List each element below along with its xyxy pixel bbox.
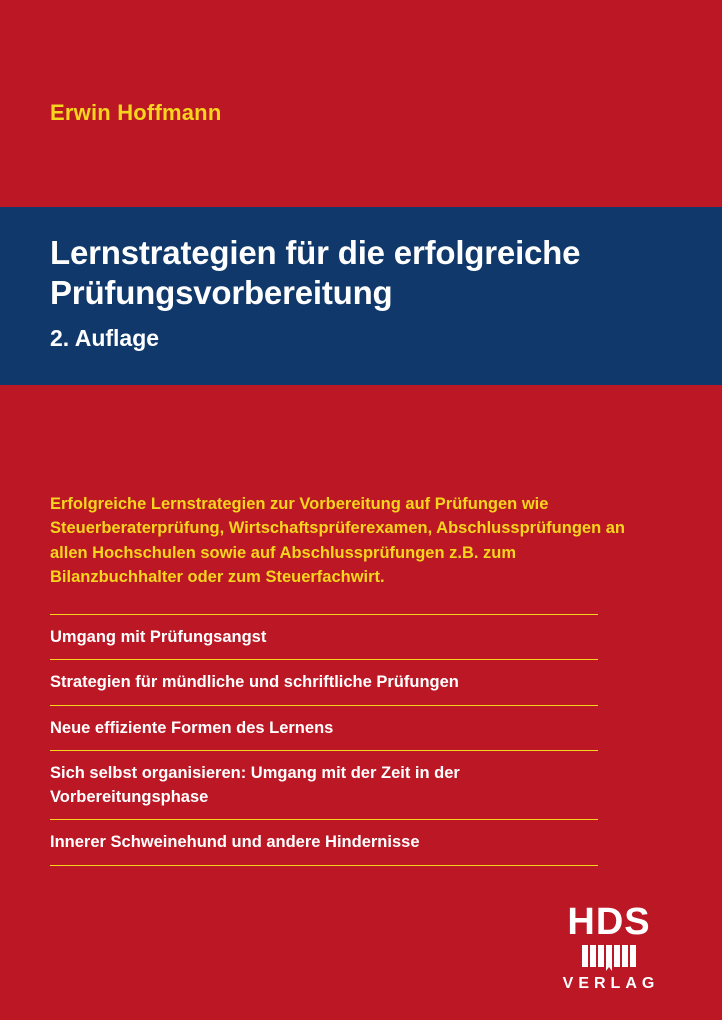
title-band bbox=[0, 207, 722, 385]
author-name: Erwin Hoffmann bbox=[50, 100, 222, 125]
list-item: Innerer Schweinehund und andere Hindernisse bbox=[50, 819, 598, 865]
publisher-logo bbox=[534, 903, 684, 992]
book-logo-icon bbox=[582, 945, 636, 975]
edition-label: 2. Auflage bbox=[50, 325, 160, 351]
publisher-name: HDS bbox=[567, 901, 651, 943]
publisher-subtitle: VERLAG bbox=[562, 975, 660, 992]
feature-list bbox=[50, 614, 598, 866]
list-item: Strategien für mündliche und schriftliche Prüfungen bbox=[50, 659, 598, 704]
list-item: Umgang mit Prüfungsangst bbox=[50, 614, 598, 659]
list-item: Neue effiziente Formen des Lernens bbox=[50, 705, 598, 750]
cover-blurb: Erfolgreiche Lernstrategien zur Vorbereitung auf Prüfungen wie Steuerberaterprüfung, Wirtschaftsprüferexamen, Abschlussprüfungen an allen Hochschulen sowie auf Abschlussprüfungen z.B. zum Bilanzbuchhalter oder zum Steuerfachwirt. bbox=[50, 495, 626, 586]
list-item: Sich selbst organisieren: Umgang mit der Zeit in der Vorbereitungsphase bbox=[50, 750, 598, 819]
book-title: Lernstrategien für die erfolgreiche Prüfungsvorbereitung bbox=[50, 234, 581, 312]
